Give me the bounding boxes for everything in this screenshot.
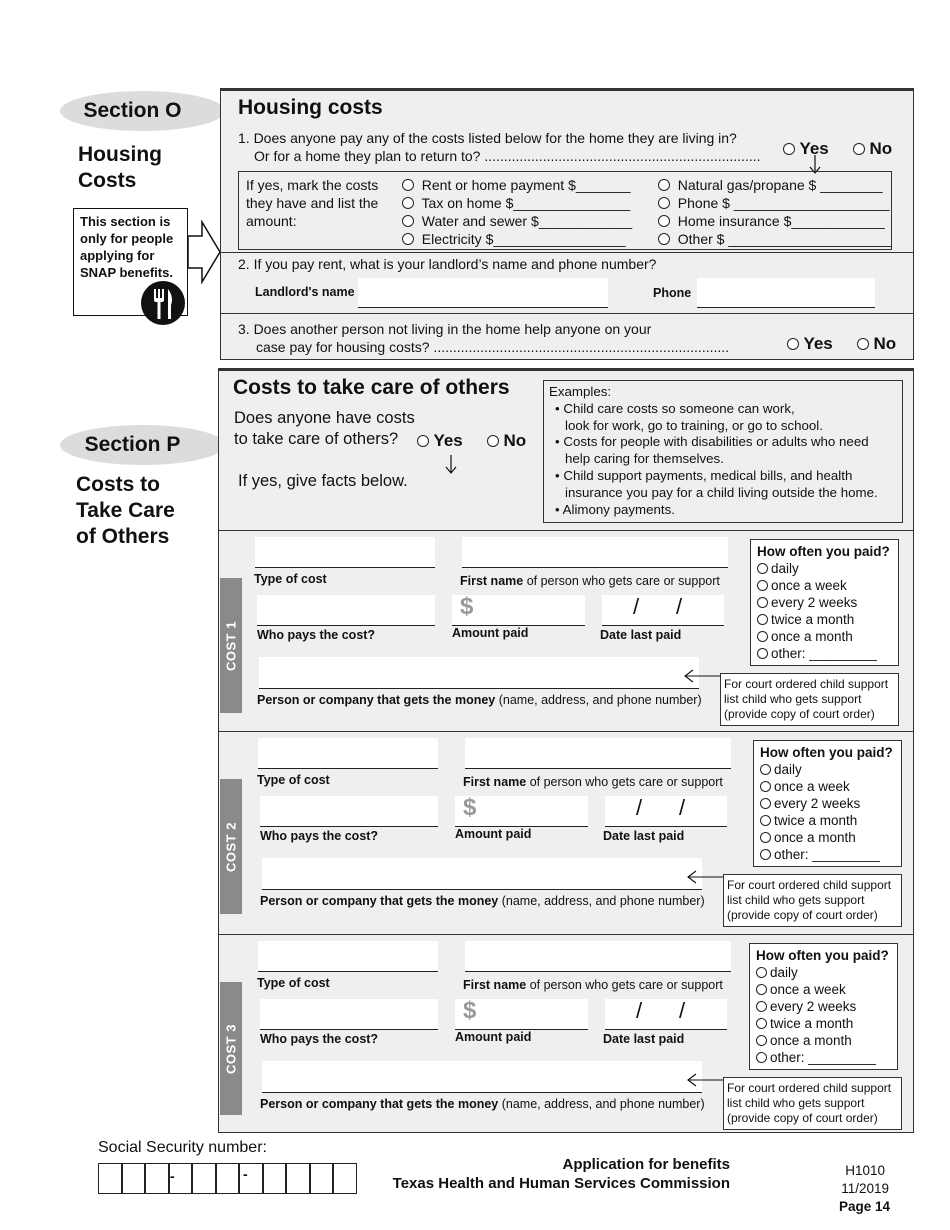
frequency-option[interactable]: twice a month xyxy=(756,1015,891,1032)
q1-no-radio[interactable] xyxy=(853,143,865,155)
arrow-down-icon xyxy=(444,455,458,475)
frequency-option[interactable]: once a month xyxy=(756,1032,891,1049)
care-yes-option[interactable]: Yes xyxy=(417,431,463,451)
frequency-option[interactable]: once a month xyxy=(757,628,892,645)
q3-yes-radio[interactable] xyxy=(787,338,799,350)
payee-label: Person or company that gets the money (name, address, and phone number) xyxy=(260,1097,705,1111)
divider xyxy=(221,313,913,314)
first-name-input[interactable] xyxy=(465,941,731,972)
q1-yes-radio[interactable] xyxy=(783,143,795,155)
date-last-paid-label: Date last paid xyxy=(603,1032,685,1046)
first-name-input[interactable] xyxy=(465,738,731,769)
care-costs-heading: Costs to take care of others xyxy=(233,376,510,399)
ssn-digit-box[interactable] xyxy=(98,1163,122,1194)
frequency-option[interactable]: every 2 weeks xyxy=(757,594,892,611)
divider xyxy=(219,731,913,732)
cost-option[interactable]: Electricity $_________________ xyxy=(402,230,632,248)
housing-costs-heading: Housing costs xyxy=(238,96,383,119)
ssn-digit-box[interactable] xyxy=(145,1163,169,1194)
section-o-title: Housing Costs xyxy=(78,143,162,192)
cost-tab: COST 3 xyxy=(220,982,242,1115)
frequency-option[interactable]: once a week xyxy=(756,981,891,998)
costs-left-list xyxy=(402,176,632,248)
ssn-digit-box[interactable] xyxy=(286,1163,310,1194)
who-pays-input[interactable] xyxy=(260,999,438,1030)
q3-text: 3. Does another person not living in the home help anyone on your case pay for housing costs? ............................................................................ xyxy=(238,321,730,355)
landlord-name-input[interactable] xyxy=(358,278,608,308)
q3-yes-option[interactable]: Yes xyxy=(787,334,833,354)
if-yes-text: If yes, give facts below. xyxy=(238,472,408,490)
frequency-radio[interactable] xyxy=(760,849,771,860)
ssn-digit-box[interactable] xyxy=(122,1163,146,1194)
frequency-option[interactable]: once a week xyxy=(757,577,892,594)
q1-no-option[interactable]: No xyxy=(853,139,892,159)
examples-box: Examples: • Child care costs so someone can work, look for work, go to training, or go to school. • Costs for people with disabilities or adults who need help caring for themselves. • Child support payments, medical bills, and health insurance you pay for a child living outside the home. • Alimony payments. xyxy=(543,380,903,523)
frequency-radio[interactable] xyxy=(756,1052,767,1063)
fork-knife-icon xyxy=(141,281,185,325)
mark-costs-note: If yes, mark the costs they have and list the amount: xyxy=(246,177,379,229)
frequency-radio[interactable] xyxy=(757,648,768,659)
cost-tab: COST 1 xyxy=(220,578,242,713)
type-of-cost-label: Type of cost xyxy=(254,572,327,586)
cost-option[interactable]: Other $ _____________________ xyxy=(658,230,892,248)
ssn-dash: - xyxy=(170,1168,175,1184)
dollar-sign: $ xyxy=(463,794,477,821)
payee-input[interactable] xyxy=(259,657,699,689)
frequency-box: How often you paid? daily once a week every 2 weeks twice a month once a month other: _________ xyxy=(753,740,902,867)
frequency-option[interactable]: other: _________ xyxy=(760,846,895,863)
q2-text: 2. If you pay rent, what is your landlord’s name and phone number? xyxy=(238,256,657,272)
frequency-option[interactable]: once a month xyxy=(760,829,895,846)
q3-no-option[interactable]: No xyxy=(857,334,896,354)
ssn-digit-box[interactable] xyxy=(192,1163,216,1194)
frequency-radio[interactable] xyxy=(756,1018,767,1029)
ssn-dash: - xyxy=(243,1166,248,1182)
ssn-digit-box[interactable] xyxy=(333,1163,357,1194)
q3-no-radio[interactable] xyxy=(857,338,869,350)
who-pays-label: Who pays the cost? xyxy=(257,628,376,642)
type-of-cost-label: Type of cost xyxy=(257,976,330,990)
form-title: Application for benefits Texas Health and Human Services Commission xyxy=(392,1156,730,1192)
amount-paid-label: Amount paid xyxy=(452,626,529,640)
payee-label: Person or company that gets the money (name, address, and phone number) xyxy=(257,693,702,707)
dollar-sign: $ xyxy=(460,593,474,620)
type-of-cost-input[interactable] xyxy=(258,738,438,769)
arrow-left-icon xyxy=(683,669,723,683)
frequency-option[interactable]: every 2 weeks xyxy=(760,795,895,812)
date-last-paid-label: Date last paid xyxy=(600,628,682,642)
frequency-option[interactable]: twice a month xyxy=(757,611,892,628)
cost-option[interactable]: Tax on home $_______________ xyxy=(402,194,632,212)
cost-option[interactable]: Natural gas/propane $ ________ xyxy=(658,176,892,194)
frequency-option[interactable]: twice a month xyxy=(760,812,895,829)
q1-text: 1. Does anyone pay any of the costs listed below for the home they are living in? Or for a home they plan to return to? ....................................................................... xyxy=(238,130,761,164)
court-order-note: For court ordered child support list child who gets support (provide copy of court order) xyxy=(723,874,902,927)
type-of-cost-input[interactable] xyxy=(255,537,435,568)
divider xyxy=(219,530,913,531)
first-name-label: First name of person who gets care or support xyxy=(463,775,723,789)
frequency-radio[interactable] xyxy=(760,798,771,809)
landlord-label: Landlord's name xyxy=(255,285,355,299)
type-of-cost-input[interactable] xyxy=(258,941,438,972)
frequency-radio[interactable] xyxy=(757,563,768,574)
frequency-radio[interactable] xyxy=(756,984,767,995)
first-name-label: First name of person who gets care or support xyxy=(463,978,723,992)
frequency-box: How often you paid? daily once a week every 2 weeks twice a month once a month other: _________ xyxy=(749,943,898,1070)
frequency-radio[interactable] xyxy=(760,781,771,792)
q1-yes-option[interactable]: Yes xyxy=(783,139,829,159)
section-o-pill: Section O xyxy=(60,91,225,131)
payee-label: Person or company that gets the money (name, address, and phone number) xyxy=(260,894,705,908)
dollar-sign: $ xyxy=(463,997,477,1024)
court-order-note: For court ordered child support list child who gets support (provide copy of court order) xyxy=(723,1077,902,1130)
section-p-title: Costs to Take Care of Others xyxy=(76,473,175,548)
court-order-note: For court ordered child support list child who gets support (provide copy of court order) xyxy=(720,673,899,726)
cost-tab: COST 2 xyxy=(220,779,242,914)
first-name-label: First name of person who gets care or support xyxy=(460,574,720,588)
frequency-radio[interactable] xyxy=(756,967,767,978)
amount-paid-label: Amount paid xyxy=(455,1030,532,1044)
frequency-option[interactable]: other: _________ xyxy=(756,1049,891,1066)
section-p-pill: Section P xyxy=(60,425,225,465)
who-pays-label: Who pays the cost? xyxy=(260,829,379,843)
frequency-radio[interactable] xyxy=(757,580,768,591)
date-slash: / xyxy=(636,998,643,1023)
frequency-option[interactable]: daily xyxy=(756,964,891,981)
care-no-radio[interactable] xyxy=(487,435,499,447)
who-pays-input[interactable] xyxy=(257,595,435,626)
care-no-option[interactable]: No xyxy=(487,431,526,451)
date-last-paid-input[interactable] xyxy=(605,796,727,827)
date-slash: / xyxy=(636,795,643,820)
cost-option[interactable]: Water and sewer $____________ xyxy=(402,212,632,230)
first-name-input[interactable] xyxy=(462,537,728,568)
form-id-block: H1010 11/2019 Page 14 xyxy=(838,1163,890,1214)
frequency-option[interactable]: daily xyxy=(760,761,895,778)
frequency-radio[interactable] xyxy=(756,1001,767,1012)
frequency-option[interactable]: other: _________ xyxy=(757,645,892,662)
arrow-left-icon xyxy=(686,870,726,884)
arrow-right-icon xyxy=(186,220,222,284)
frequency-radio[interactable] xyxy=(757,597,768,608)
care-yes-radio[interactable] xyxy=(417,435,429,447)
costs-right-list xyxy=(658,176,892,248)
who-pays-label: Who pays the cost? xyxy=(260,1032,379,1046)
ssn-digit-box[interactable] xyxy=(263,1163,287,1194)
date-slash: / xyxy=(633,594,640,619)
frequency-radio[interactable] xyxy=(760,815,771,826)
phone-label: Phone xyxy=(653,286,692,300)
cost-option[interactable]: Home insurance $____________ xyxy=(658,212,892,230)
cost-option[interactable]: Rent or home payment $_______ xyxy=(402,176,632,194)
frequency-option[interactable]: daily xyxy=(757,560,892,577)
date-last-paid-label: Date last paid xyxy=(603,829,685,843)
date-slash: / xyxy=(676,594,683,619)
landlord-phone-input[interactable] xyxy=(697,278,875,308)
date-slash: / xyxy=(679,998,686,1023)
cost-option[interactable]: Phone $ ____________________ xyxy=(658,194,892,212)
frequency-radio[interactable] xyxy=(760,832,771,843)
date-slash: / xyxy=(679,795,686,820)
arrow-left-icon xyxy=(686,1073,726,1087)
amount-paid-label: Amount paid xyxy=(455,827,532,841)
divider xyxy=(221,252,913,253)
care-costs-question: Does anyone have costs to take care of others? xyxy=(234,409,415,448)
ssn-digit-box[interactable] xyxy=(216,1163,240,1194)
ssn-label: Social Security number: xyxy=(98,1139,267,1156)
ssn-digit-box[interactable] xyxy=(310,1163,334,1194)
who-pays-input[interactable] xyxy=(260,796,438,827)
divider xyxy=(219,934,913,935)
frequency-radio[interactable] xyxy=(756,1035,767,1046)
frequency-box: How often you paid? daily once a week every 2 weeks twice a month once a month other: _________ xyxy=(750,539,899,666)
frequency-radio[interactable] xyxy=(760,764,771,775)
type-of-cost-label: Type of cost xyxy=(257,773,330,787)
frequency-radio[interactable] xyxy=(757,614,768,625)
frequency-option[interactable]: every 2 weeks xyxy=(756,998,891,1015)
date-last-paid-input[interactable] xyxy=(605,999,727,1030)
payee-input[interactable] xyxy=(262,858,702,890)
snap-note: This section is only for people applying for SNAP benefits. xyxy=(73,208,188,316)
frequency-option[interactable]: once a week xyxy=(760,778,895,795)
frequency-radio[interactable] xyxy=(757,631,768,642)
date-last-paid-input[interactable] xyxy=(602,595,724,626)
payee-input[interactable] xyxy=(262,1061,702,1093)
